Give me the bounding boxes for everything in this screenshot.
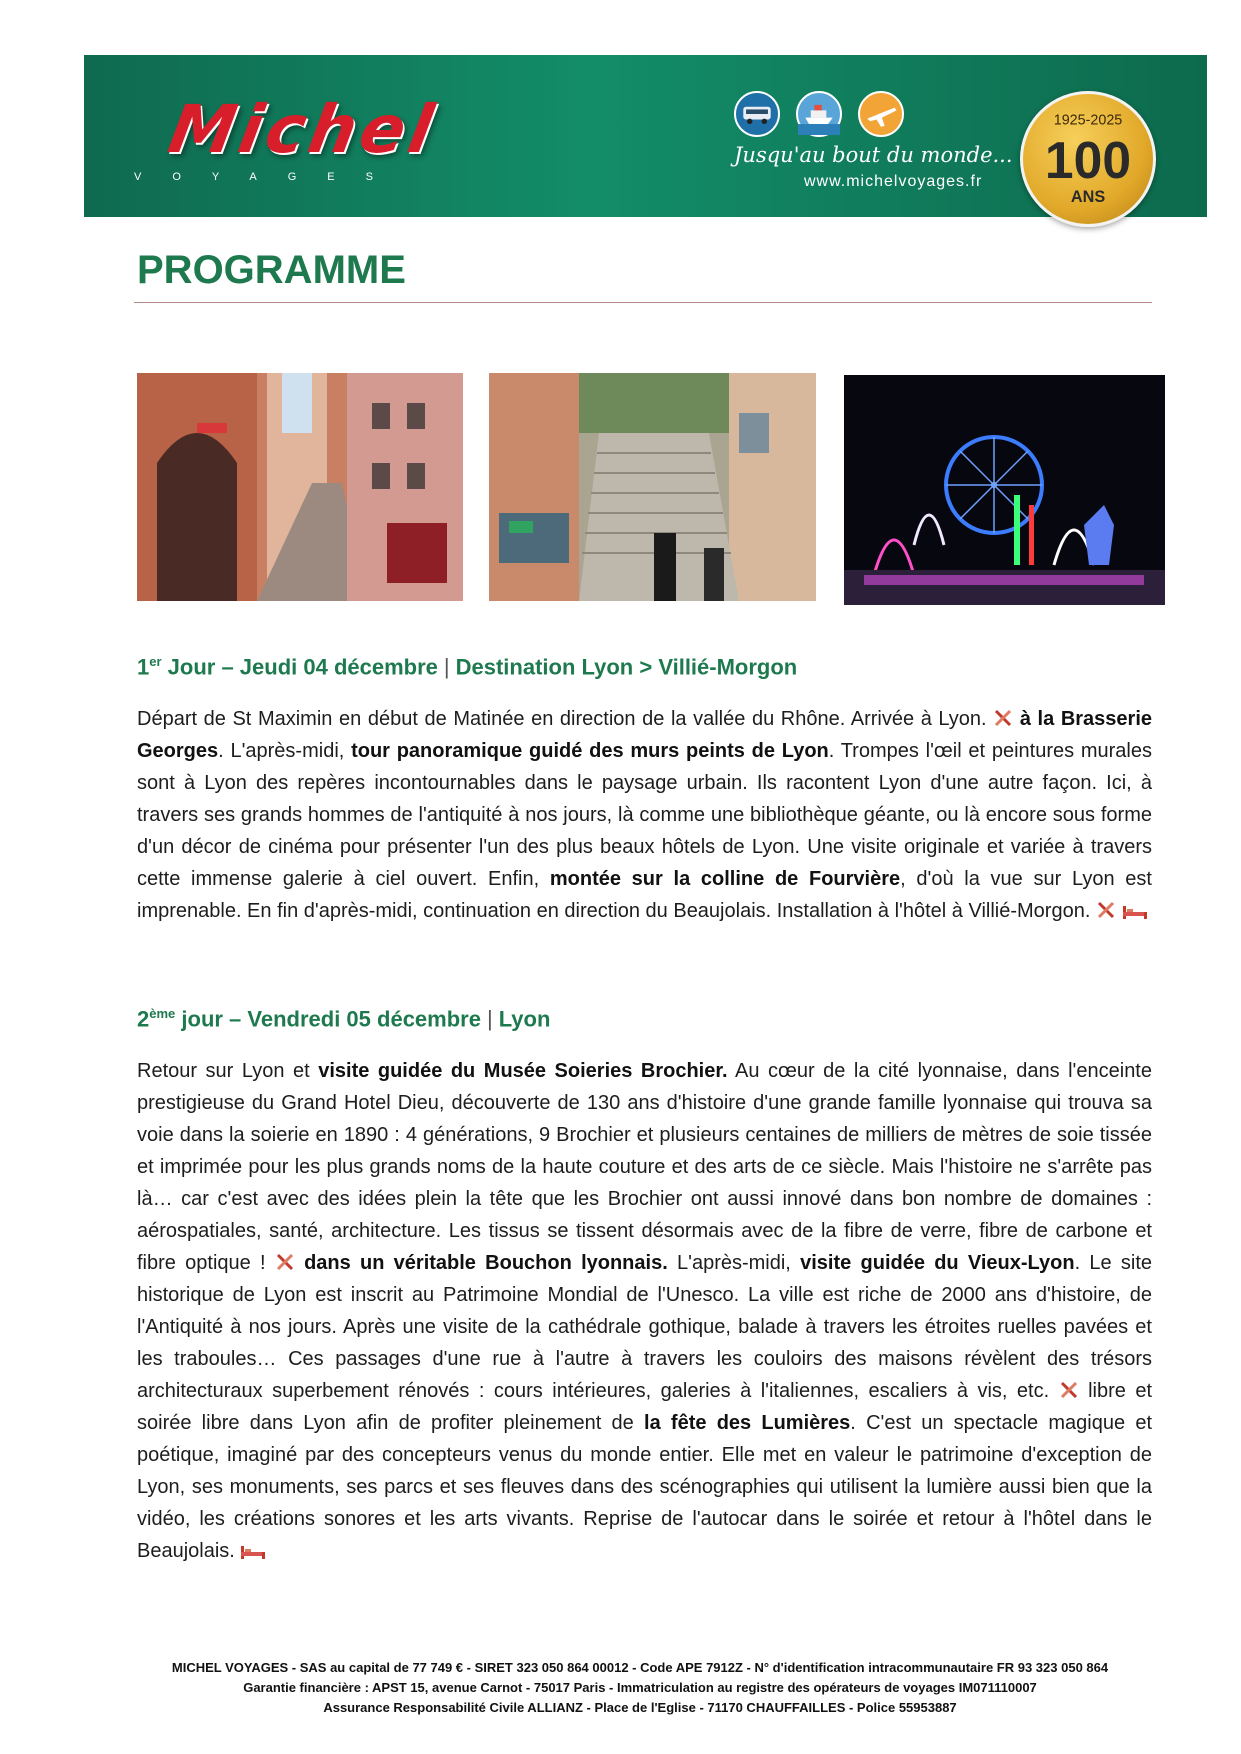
- airplane-icon: [858, 91, 904, 137]
- day-1-b2: tour panoramique guidé des murs peints de Lyon: [351, 740, 829, 762]
- day-1-b1: à la Brasserie Georges: [137, 708, 1153, 762]
- title-divider: [134, 302, 1152, 303]
- day-1-suffix: er: [149, 654, 162, 669]
- day-2-p4: libre et soirée libre dans Lyon afin de profiter pleinement de: [137, 1380, 1152, 1434]
- day-1-p3: . Trompes l'œil et peintures murales sont à Lyon des repères incontournables dans le paysage urbain. Ils racontent Lyon d'une autre façon. Ici, à travers ses grands hommes de l'antiquité à nos jours, là comme une bibliothèque géante, ou là encore sous forme d'un décor de cinéma pour présenter l'un des plus beaux hôtels de Lyon. Une visite originale et variée à travers cette immense galerie à ciel ouvert. Enfin,: [137, 740, 1152, 890]
- logo-wordmark: Michel: [163, 91, 443, 168]
- day-2-p2: L'après-midi,: [667, 1252, 801, 1274]
- page-title: PROGRAMME: [137, 248, 406, 292]
- day-2-text: [137, 1055, 1152, 1567]
- day-2-b4: la fête des Lumières: [644, 1412, 851, 1434]
- badge-unit: ANS: [1070, 188, 1106, 207]
- day-1-destination: Destination Lyon > Villié-Morgon: [455, 654, 798, 680]
- day-2-p5: . C'est un spectacle magique et poétique, imaginé par des concepteurs venus du monde entier. Elle met en valeur le patrimoine d'exception de Lyon, ses monuments, ses parcs et ses fleuves dans des scénographies qui utilisent la lumière aussi bien que la vidéo, les créations sonores et les arts vivants. Reprise de l'autocar dans le soirée et retour à l'hôtel dans le Beaujolais.: [137, 1412, 1152, 1562]
- day-2-separator: |: [486, 1006, 493, 1032]
- 100-years-badge: [1020, 91, 1156, 227]
- day-2-destination: Lyon: [498, 1006, 551, 1032]
- day-1-separator: |: [443, 654, 450, 680]
- day-2-p1: Au cœur de la cité lyonnaise, dans l'enceinte prestigieuse du Grand Hotel Dieu, découverte de 130 ans d'histoire d'une grande famille lyonnaise qui trouva sa voie dans la soierie en 1890 : 4 générations, 9 Brochier et plusieurs centaines de milliers de mètres de soie tissée et imprimée pour les plus grands noms de la haute couture et des arts de ce siècle. Mais l'histoire ne s'arrête pas là… car c'est avec des idées plein la tête que les Brochier ont aussi innové dans bon nombre de domaines : aérospatiales, santé, architecture. Les tissus se tissent désormais avec de la fibre de verre, fibre de carbone et fibre optique !: [137, 1060, 1152, 1274]
- tagline: Jusqu'au bout du monde...: [734, 143, 1013, 167]
- bed-icon: [240, 1544, 266, 1560]
- website-link[interactable]: www.michelvoyages.fr: [804, 173, 983, 190]
- footer-line-1: MICHEL VOYAGES - SAS au capital de 77 749 € - SIRET 323 050 864 00012 - Code APE 7912Z - N° d'identification intracommunautaire FR 93 323 050 864: [171, 1660, 1109, 1675]
- header-banner: [84, 55, 1207, 217]
- transport-icons: [734, 91, 914, 137]
- badge-number: 100: [1044, 131, 1132, 190]
- meal-icon: [275, 1252, 295, 1272]
- day-1-b3: montée sur la colline de Fourvière: [549, 868, 901, 890]
- cruise-ship-icon: [796, 91, 842, 137]
- logo-subtitle: VOYAGES: [134, 171, 404, 183]
- day-2-p3: . Le site historique de Lyon est inscrit au Patrimoine Mondial de l'Unesco. La ville est riche de 2000 ans d'histoire, de l'Antiquité à nos jours. Après une visite de la cathédrale gothique, balade à travers les étroites ruelles pavées et les traboules… Ces passages d'une rue à l'autre à travers les couloirs des maisons révèlent des trésors architecturaux superbement rénovés : cours intérieures, galeries à l'italiennes, escaliers à vis, etc.: [137, 1252, 1152, 1402]
- day-2-date: jour – Vendredi 05 décembre: [175, 1006, 481, 1032]
- footer-line-3: Assurance Responsabilité Civile ALLIANZ - Place de l'Eglise - 71170 CHAUFFAILLES - Police 55953887: [323, 1700, 957, 1715]
- day-2-b3: visite guidée du Vieux-Lyon: [800, 1252, 1075, 1274]
- meal-icon: [1096, 900, 1116, 920]
- footer-line-2: Garantie financière : APST 15, avenue Carnot - 75017 Paris - Immatriculation au registre des opérateurs de voyages IM071110007: [243, 1680, 1037, 1695]
- bus-icon: [734, 91, 780, 137]
- day-2-b2: dans un véritable Bouchon lyonnais.: [304, 1252, 668, 1274]
- bed-icon: [1122, 904, 1148, 920]
- day-1-date: Jour – Jeudi 04 décembre: [161, 654, 438, 680]
- company-legal-footer: [90, 1658, 1190, 1718]
- day-2-suffix: ème: [149, 1006, 176, 1021]
- day-1-number: 1: [137, 654, 150, 680]
- day-2-b1: visite guidée du Musée Soieries Brochier.: [318, 1060, 728, 1082]
- day-1-p4: , d'où la vue sur Lyon est imprenable. En fin d'après-midi, continuation en direction du Beaujolais. Installation à l'hôtel à Villié-Morgon.: [137, 868, 1152, 922]
- meal-icon: [993, 708, 1013, 728]
- lyon-old-street-photo: [137, 373, 463, 601]
- day-1-heading: [137, 654, 797, 680]
- day-1-p2: . L'après-midi,: [218, 740, 352, 762]
- day-1-text: [137, 703, 1152, 927]
- day-2-number: 2: [137, 1006, 150, 1032]
- lyon-mural-stairs-photo: [489, 373, 816, 601]
- day-2-heading: [137, 1006, 550, 1032]
- badge-years: 1925-2025: [1053, 112, 1123, 129]
- meal-icon: [1059, 1380, 1079, 1400]
- fete-des-lumieres-photo: [844, 375, 1165, 605]
- day-2-p0: Retour sur Lyon et: [137, 1060, 319, 1082]
- day-1-p1: Départ de St Maximin en début de Matinée en direction de la vallée du Rhône. Arrivée à Lyon.: [137, 708, 994, 730]
